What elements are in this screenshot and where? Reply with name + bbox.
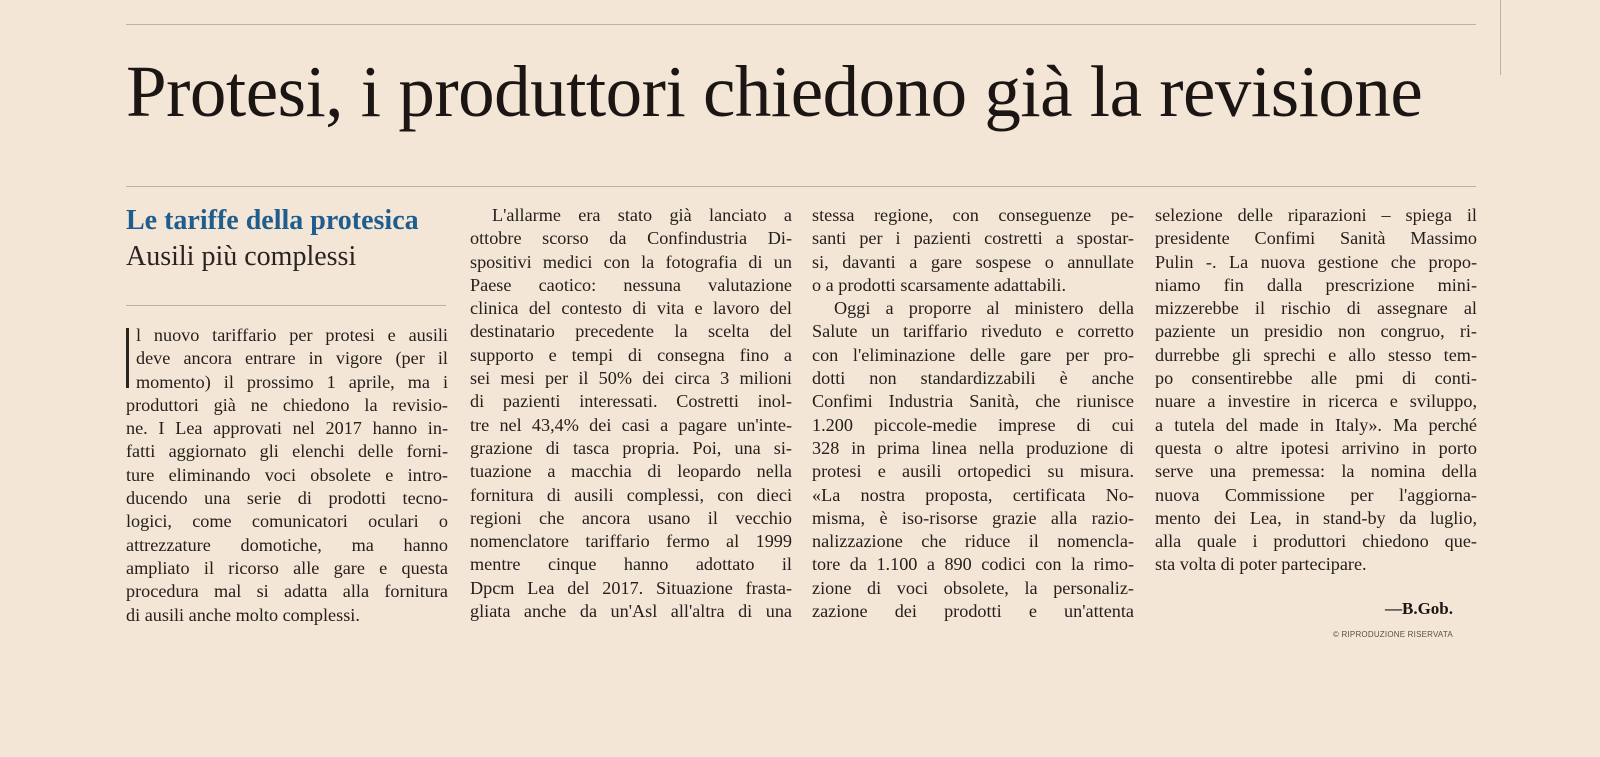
text-line: ducendo una serie di prodotti tecno-: [126, 488, 448, 509]
text-line: nalizzazione che riduce il nomencla-: [812, 531, 1134, 552]
text-line: logici, come comunicatori oculari o: [126, 511, 448, 532]
text-line: tuazione a macchia di leopardo nella: [470, 461, 792, 482]
column-3: [812, 204, 1134, 623]
text-line: mento dei Lea, in stand-by da luglio,: [1155, 507, 1477, 528]
headline-rule: [126, 186, 1476, 187]
text-line: questa o altre ipotesi arrivino in porto: [1155, 437, 1477, 458]
text-line: mizzerebbe il rischio di assegnare al: [1155, 298, 1477, 319]
text-line: tore da 1.100 a 890 codici con la rimo-: [812, 554, 1134, 575]
text-line: alla quale i produttori chiedono que-: [1155, 531, 1477, 552]
text-line: ne. I Lea approvati nel 2017 hanno in-: [126, 418, 448, 439]
text-line: Salute un tariffario riveduto e corretto: [812, 321, 1134, 342]
text-line: procedura mal si adatta alla fornitura: [126, 581, 448, 602]
text-line: paziente un presidio non congruo, ri-: [1155, 321, 1477, 342]
text-line: santi per i pazienti costretti a spostar-: [812, 228, 1134, 249]
text-line: ture eliminando voci obsolete e intro-: [126, 464, 448, 485]
text-line: Dpcm Lea del 2017. Situazione frasta-: [470, 577, 792, 598]
text-line: Oggi a proporre al ministero della: [834, 298, 1134, 319]
text-line: regioni che ancora usano il vecchio: [470, 507, 792, 528]
text-line: clinica del contesto di vita e lavoro del: [470, 298, 792, 319]
text-line: Pulin -. La nuova gestione che propo-: [1155, 251, 1477, 272]
text-line: destinatario precedente la scelta del: [470, 321, 792, 342]
text-line: a tutela del made in Italy». Ma perché: [1155, 414, 1477, 435]
text-line: si, davanti a gare sospese o annullate: [812, 251, 1134, 272]
text-line: o a prodotti scarsamente adattabili.: [812, 274, 1067, 295]
text-line: fatti aggiornato gli elenchi delle forni-: [126, 441, 448, 462]
text-line: selezione delle riparazioni – spiega il: [1155, 205, 1477, 225]
text-line: ottobre scorso da Confindustria Di-: [470, 228, 792, 249]
text-line: niamo fin dalla prescrizione mini-: [1155, 274, 1477, 295]
text-line: gliata anche da un'Asl all'altra di una: [470, 601, 792, 622]
text-line: zione di voci obsolete, la personaliz-: [812, 577, 1134, 598]
subhead-rule: [126, 305, 446, 306]
text-line: spositivi medici con la fotografia di un: [470, 251, 792, 272]
text-line: momento) il prossimo 1 aprile, ma i: [136, 371, 448, 392]
author-signature: —B.Gob.: [1385, 599, 1454, 618]
headline: Protesi, i produttori chiedono già la revisione: [126, 51, 1423, 132]
text-line: con l'eliminazione delle gare per pro-: [812, 344, 1134, 365]
text-line: ampliato il ricorso alle gare e questa: [126, 557, 448, 578]
text-line: tre nel 43,4% dei casi a pagare un'inte-: [470, 414, 792, 435]
text-line: produttori già ne chiedono la revisio-: [126, 394, 448, 415]
text-line: di pazienti interessati. Costretti inol-: [470, 391, 792, 412]
text-line: di ausili anche molto complessi.: [126, 604, 360, 625]
text-line: sei mesi per il 50% dei circa 3 milioni: [470, 368, 792, 389]
text-line: attrezzature domotiche, ma hanno: [126, 534, 448, 555]
text-line: grazione di tasca propria. Poi, una si-: [470, 437, 792, 458]
column-1: [126, 324, 448, 627]
text-line: nuova Commissione per l'aggiorna-: [1155, 484, 1477, 505]
copyright-notice: © RIPRODUZIONE RISERVATA: [1333, 630, 1453, 639]
text-line: deve ancora entrare in vigore (per il: [136, 348, 448, 369]
kicker: Le tariffe della protesica: [126, 205, 419, 236]
text-line: dotti non standardizzabili è anche: [812, 368, 1134, 389]
text-line: serve una premessa: la nomina della: [1155, 461, 1477, 482]
text-line: nomenclatore tariffario fermo al 1999: [470, 531, 792, 552]
text-line: 328 in prima linea nella produzione di: [812, 437, 1134, 458]
text-line: «La nostra proposta, certificata No-: [812, 484, 1134, 505]
text-line: fornitura di ausili complessi, con dieci: [470, 484, 792, 505]
top-rule: [126, 24, 1476, 25]
text-line: po consentirebbe alle pmi di conti-: [1155, 368, 1477, 389]
text-line: mentre cinque hanno adottato il: [470, 554, 792, 575]
text-line: supporto e tempi di consegna fino a: [470, 344, 792, 365]
right-column-rule: [1500, 0, 1501, 75]
text-line: durrebbe gli sprechi e allo stesso tem-: [1155, 344, 1477, 365]
text-line: misma, è iso-risorse grazie alla razio-: [812, 507, 1134, 528]
text-line: protesi e ausili ortopedici su misura.: [812, 461, 1134, 482]
text-line: stessa regione, con conseguenze pe-: [812, 205, 1134, 225]
text-line: presidente Confimi Sanità Massimo: [1155, 228, 1477, 249]
column-4: [1155, 204, 1477, 577]
text-line: l nuovo tariffario per protesi e ausili: [136, 325, 448, 345]
column-2: [470, 204, 792, 623]
text-line: Confimi Industria Sanità, che riunisce: [812, 391, 1134, 412]
text-line: Paese caotico: nessuna valutazione: [470, 274, 792, 295]
text-line: zazione dei prodotti e un'attenta: [812, 601, 1134, 622]
text-line: 1.200 piccole-medie imprese di cui: [812, 414, 1134, 435]
text-line: L'allarme era stato già lanciato a: [492, 205, 792, 225]
text-line: sta volta di poter partecipare.: [1155, 554, 1367, 575]
subhead: Ausili più complessi: [126, 241, 357, 272]
text-line: nuare a investire in ricerca e sviluppo,: [1155, 391, 1477, 412]
